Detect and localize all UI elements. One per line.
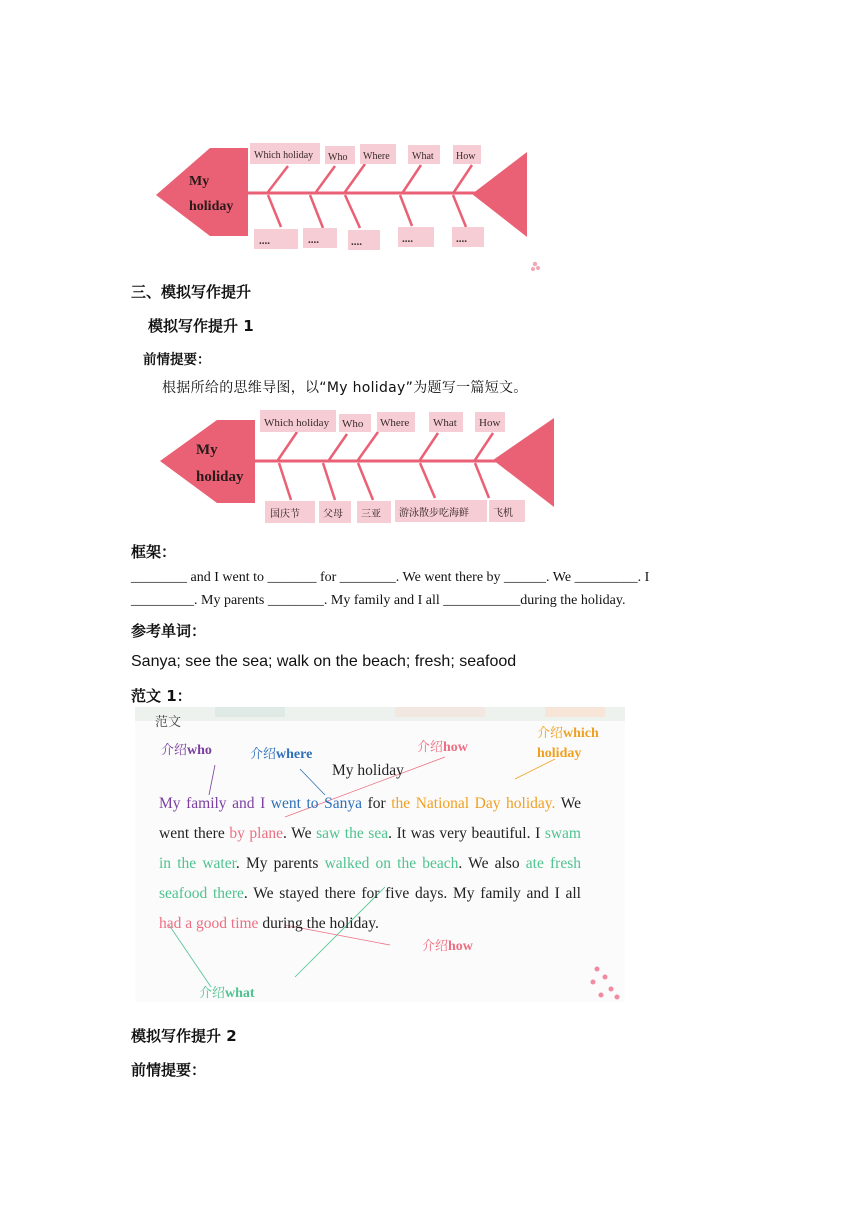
intro-label-2: 前情提要： — [131, 1061, 207, 1079]
essay-body — [159, 789, 581, 939]
tag-what: 介绍what — [199, 986, 255, 1001]
fishbone1-top-label: How — [456, 151, 476, 162]
essay-segment: . We — [282, 825, 317, 842]
subsection-heading-2: 模拟写作提升 2 — [131, 1027, 237, 1045]
intro-text: 根据所给的思维导图，以“My holiday”为题写一篇短文。 — [162, 380, 528, 396]
decorative-flower-icon — [531, 262, 540, 271]
frame-line-1: ________ and I went to _______ for ________. We went there by ______. We _________. I — [131, 570, 650, 585]
fishbone2-top-label: How — [479, 417, 501, 429]
essay-segment: had a good time — [159, 915, 259, 932]
fishbone2-bottom-label: 国庆节 — [270, 509, 300, 520]
fishbone1-top-label: Who — [328, 152, 348, 163]
fishbone1-top-label: Where — [363, 151, 390, 162]
fishbone2-bottom-label: 三亚 — [361, 509, 381, 520]
fishbone1-bottom-label: .... — [402, 233, 413, 245]
sample-essay-image — [135, 707, 625, 1002]
tag-which-holiday: 介绍which holiday — [537, 726, 599, 761]
fishbone-diagram-1 — [150, 140, 545, 275]
essay-segment: the National Day holiday. — [391, 795, 556, 812]
fishbone2-head-line1: My — [196, 442, 218, 458]
fishbone2-bottom-label: 飞机 — [493, 508, 513, 519]
fishbone2-head-line2: holiday — [196, 469, 244, 485]
fishbone2-top-label: Who — [342, 418, 364, 430]
essay-box-title: 范文 — [155, 715, 182, 730]
fishbone2-top-label: Which holiday — [264, 417, 330, 429]
fishbone1-bottom-label: .... — [351, 236, 362, 248]
fishbone2-top-label: Where — [380, 417, 410, 429]
essay-segment: My family and I — [159, 795, 266, 812]
frame-label: 框架： — [131, 543, 177, 561]
ref-words-text: Sanya; see the sea; walk on the beach; fresh; seafood — [131, 653, 517, 670]
essay-segment: by plane — [229, 825, 283, 842]
fishbone1-head-line1: My — [189, 174, 210, 189]
essay-segment: . We also — [458, 855, 526, 872]
sample-label: 范文 1： — [131, 687, 192, 705]
tag-how-top: 介绍how — [417, 740, 468, 755]
essay-segment: walked on the beach — [324, 855, 459, 872]
section-heading: 三、模拟写作提升 — [131, 283, 252, 301]
essay-segment: We went there — [159, 795, 581, 842]
fishbone2-bottom-label: 父母 — [323, 509, 343, 520]
fishbone1-bottom-label: .... — [308, 234, 319, 246]
fishbone1-head-line2: holiday — [189, 199, 234, 214]
fishbone-diagram-2 — [155, 405, 565, 530]
tag-how-bottom: 介绍how — [422, 939, 473, 954]
decorative-branch-icon — [591, 967, 620, 1000]
essay-segment: . It was very beautiful. I — [388, 825, 545, 842]
subsection-heading-1: 模拟写作提升 1 — [148, 317, 254, 335]
essay-title: My holiday — [332, 762, 404, 779]
essay-segment: swam in the water — [159, 825, 581, 872]
ref-words-label: 参考单词： — [131, 622, 207, 640]
tag-who: 介绍who — [161, 743, 212, 758]
frame-line-2: _________. My parents ________. My family and I all ___________during the holiday. — [131, 593, 626, 608]
fishbone1-top-label: What — [412, 151, 434, 162]
fishbone1-bottom-label: .... — [259, 235, 270, 247]
fishbone1-top-label: Which holiday — [254, 150, 314, 161]
essay-segment: ate fresh seafood there — [159, 855, 581, 902]
essay-segment: went to Sanya — [265, 795, 362, 812]
fishbone1-bottom-label: .... — [456, 233, 467, 245]
essay-segment: . My parents — [235, 855, 325, 872]
tag-where: 介绍where — [250, 747, 313, 762]
intro-label: 前情提要： — [143, 352, 211, 368]
essay-segment: saw the sea — [316, 825, 389, 842]
essay-segment: . We stayed there for five days. My family and I all — [243, 885, 581, 902]
essay-segment: during the holiday. — [258, 915, 379, 932]
essay-segment: for — [362, 795, 392, 812]
fishbone2-bottom-label: 游泳散步吃海鲜 — [399, 508, 469, 519]
fishbone2-top-label: What — [433, 417, 457, 429]
